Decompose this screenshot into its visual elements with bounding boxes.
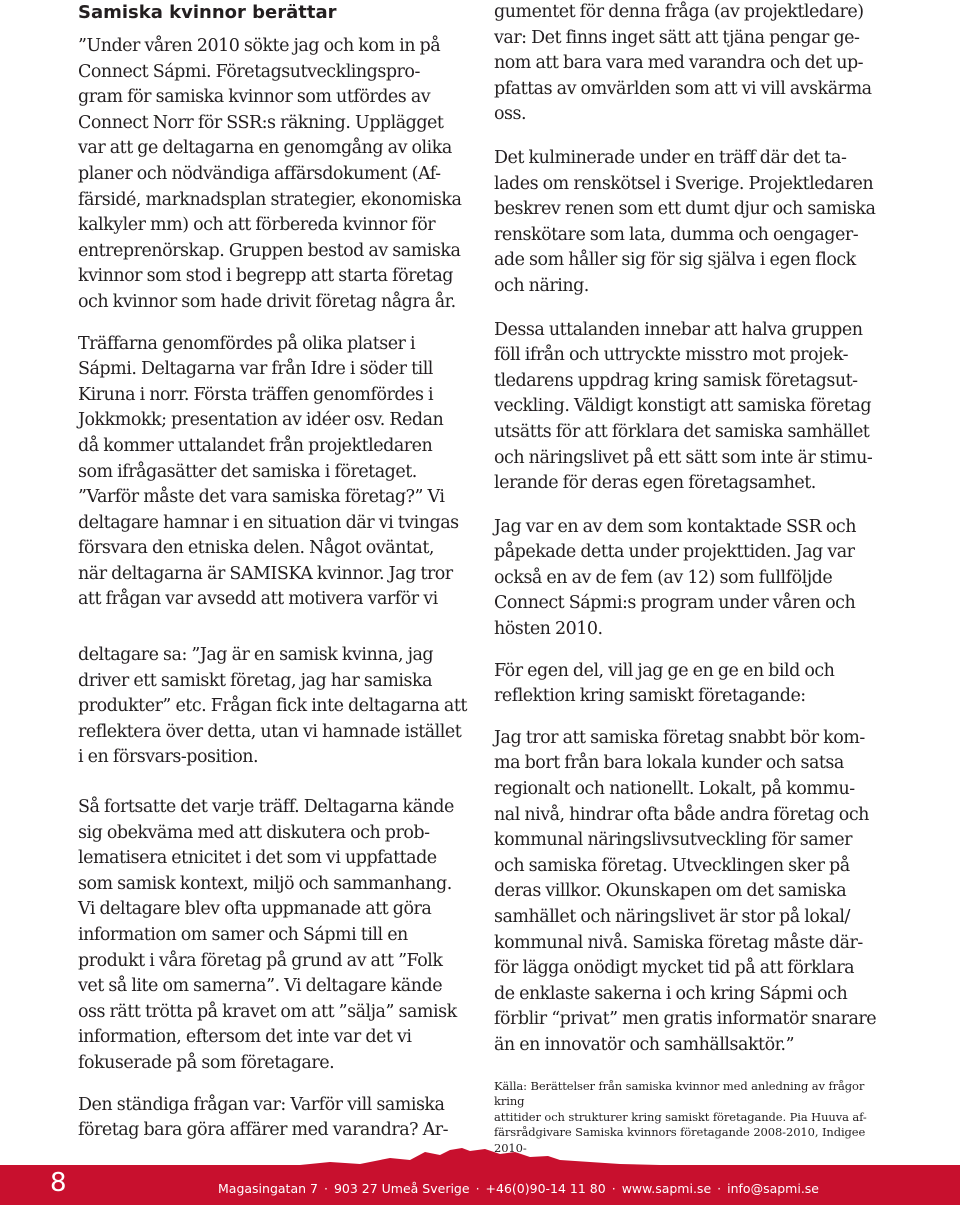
separator: · bbox=[323, 1181, 328, 1196]
separator: · bbox=[475, 1181, 480, 1196]
footer-contact bbox=[218, 1181, 819, 1197]
left-paragraph: ”Under våren 2010 sökte jag och kom in på Connect Sápmi. Företagsutvecklingspro- gram för samiska kvinnor som utfördes av Connect Norr för SSR:s räkning. Upplägget var att ge deltagarna en genomgång av olika planer och nödvändiga affärsdokument (Af- färsidé, marknadsplan strategier, ekonomiska kalkyler mm) och att förbereda kvinnor för entreprenörskap. Gruppen bestod av samiska kvinnor som stod i begrepp att starta företag och kvinnor som hade drivit företag några år. bbox=[78, 36, 462, 312]
left-paragraph: deltagare sa: ”Jag är en samisk kvinna, jag driver ett samiskt företag, jag har samiska produkter” etc. Frågan fick inte deltagarna att reflektera över detta, utan vi hamnade istället i en försvars-position. bbox=[78, 645, 467, 768]
source-note: Källa: Berättelser från samiska kvinnor med anledning av frågor kring attitider och strukturer kring samiskt företagande. Pia Huuva af- färsrådgivare Samiska kvinnors företagande 2008-2010, Indigee 2010- bbox=[494, 1078, 867, 1155]
right-paragraph: Jag var en av dem som kontaktade SSR och påpekade detta under projekttiden. Jag var också en av de fem (av 12) som fullföljde Connect Sápmi:s program under våren och hösten 2010. bbox=[494, 516, 857, 640]
separator: · bbox=[611, 1181, 616, 1196]
left-paragraph: Den ständiga frågan var: Varför vill samiska företag bara göra affärer med varandra? Ar- bbox=[78, 1094, 449, 1141]
footer-web-link[interactable]: www.sapmi.se bbox=[621, 1181, 712, 1196]
footer-address: Magasingatan 7 bbox=[218, 1181, 318, 1196]
right-paragraph: Jag tror att samiska företag snabbt bör kom- ma bort från bara lokala kunder och satsa regionalt och nationellt. Lokalt, på kommu- nal nivå, hindrar ofta både andra företag och kommunal näringslivsutveckling för samer och samiska företag. Utvecklingen sker på deras villkor. Okunskapen om det samiska samhället och näringslivet är stor på lokal/ kommunal nivå. Samiska företag måste där- för lägga onödigt mycket tid på att förklara de enklaste sakerna i och kring Sápmi och förblir “privat” men gratis informatör snarare än en innovatör och samhällsaktör.” bbox=[494, 727, 877, 1055]
article-heading: Samiska kvinnor berättar bbox=[78, 2, 337, 23]
separator: · bbox=[717, 1181, 722, 1196]
footer-email-link[interactable]: info@sapmi.se bbox=[727, 1181, 820, 1196]
right-paragraph: För egen del, vill jag ge en ge en bild och reflektion kring samiskt företagande: bbox=[494, 660, 835, 707]
left-paragraph: Så fortsatte det varje träff. Deltagarna kände sig obekväma med att diskutera och prob- lematisera etnicitet i det som vi uppfattade som samisk kontext, miljö och sammanhang. Vi deltagare blev ofta uppmanade att göra information om samer och Sápmi till en produkt i våra företag på grund av att ”Folk vet så lite om samerna”. Vi deltagare kände oss rätt trötta på kravet om att ”sälja” samisk information, eftersom det inte var det vi fokuserade på som företagare. bbox=[78, 797, 457, 1073]
page-number: 8 bbox=[50, 1168, 67, 1198]
footer-phone: +46(0)90-14 11 80 bbox=[485, 1181, 606, 1196]
left-column bbox=[78, 0, 470, 1160]
left-paragraph: Träffarna genomfördes på olika platser i Sápmi. Deltagarna var från Idre i söder till Kiruna i norr. Första träffen genomfördes i Jokkmokk; presentation av idéer osv. Redan då kommer uttalandet från projektledaren som ifrågasätter det samiska i företaget. ”Varför måste det vara samiska företag?” Vi deltagare hamnar i en situation där vi tvingas försvara den etniska delen. Något oväntat, när deltagarna är SAMISKA kvinnor. Jag tror att frågan var avsedd att motivera varför vi bbox=[78, 333, 459, 610]
footer-postal: 903 27 Umeå Sverige bbox=[333, 1181, 470, 1196]
right-paragraph: Dessa uttalanden innebar att halva gruppen föll ifrån och uttryckte misstro mot projek- tledarens uppdrag kring samisk företagsut- veckling. Väldigt konstigt att samiska företag utsätts för att förklara det samiska samhället och näringslivet på ett sätt som inte är stimu- lerande för deras egen företagsamhet. bbox=[494, 319, 873, 494]
right-paragraph: gumentet för denna fråga (av projektledare) var: Det finns inget sätt att tjäna pengar ge- nom att bara vara med varandra och det up- pfattas av omvärlden som att vi vill avskärma oss. bbox=[494, 2, 872, 125]
right-paragraph: Det kulminerade under en träff där det ta- lades om renskötsel i Sverige. Projektledaren beskrev renen som ett dumt djur och samiska renskötare som lata, dumma och oengager- ade som håller sig för sig själva i egen flock och näring. bbox=[494, 147, 876, 296]
right-column bbox=[494, 0, 886, 1156]
